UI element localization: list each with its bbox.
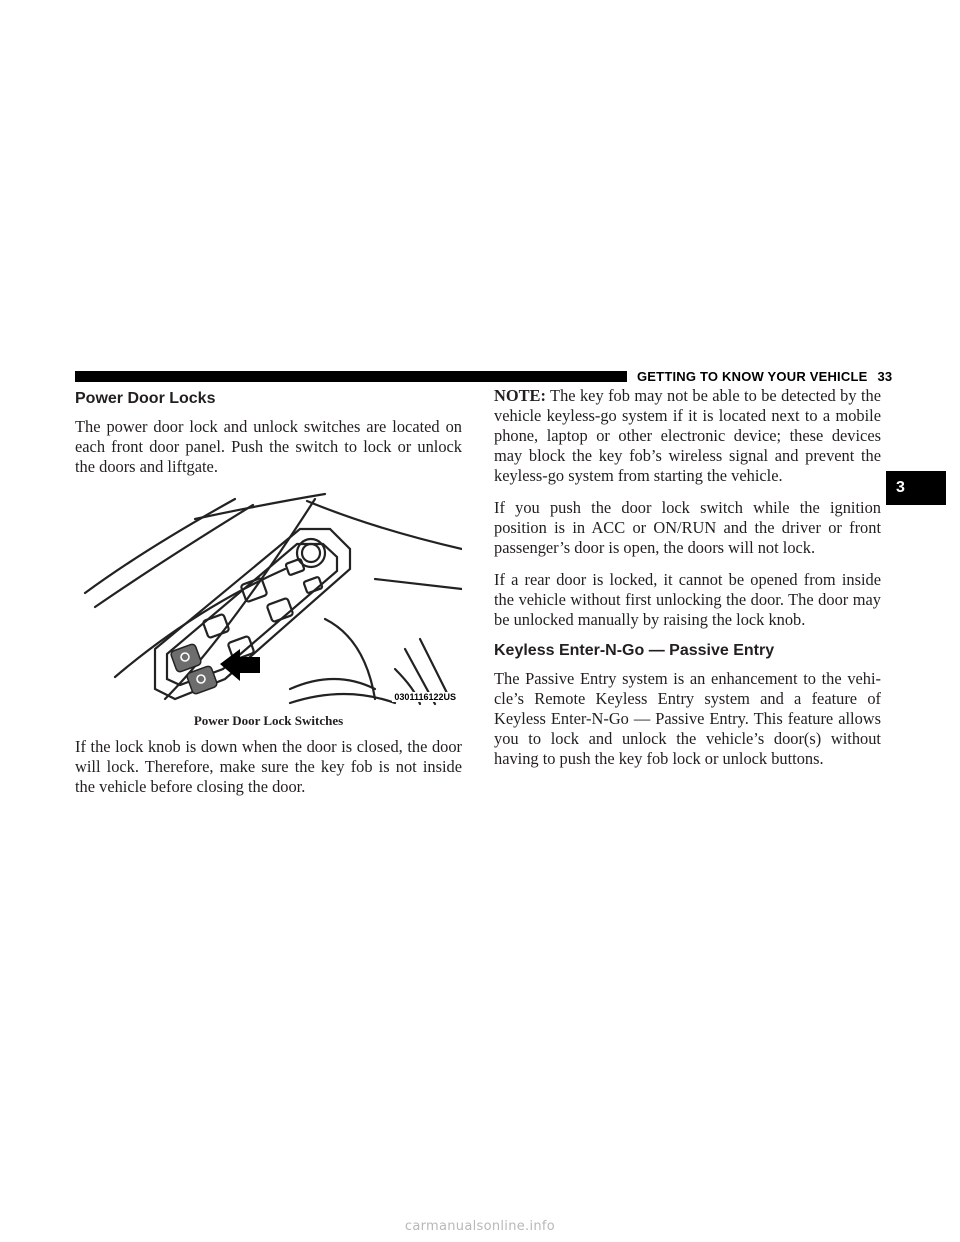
note-label: NOTE: [494,386,546,405]
note-text: The key fob may not be able to be detected by the vehicle keyless-go system if it is located next to a mobile phone, laptop or other electronic device; these devices may block the key fob’s wireless signal and prevent the keyless-go system from starting the vehicle. [494,386,881,485]
door-panel-drawing [75,489,462,709]
figure-caption: Power Door Lock Switches [193,713,344,728]
running-header [637,369,892,384]
door-switch-illustration [75,489,462,709]
note-paragraph [494,386,881,486]
section-heading: Power Door Locks [75,390,216,407]
page-number: 33 [877,369,893,384]
chapter-tab: 3 [886,471,946,505]
intro-paragraph: The power door lock and unlock switches are located on each front door panel. Push the switch to lock or unlock the doors and liftgate. [75,417,462,476]
passive-entry-paragraph: The Passive Entry system is an enhancement to the vehi-cle’s Remote Keyless Entry system and a feature of Keyless Enter-N-Go — Passive Entry. This feature allows you to lock and unlock the vehicle’s door(s) without having to push the key fob lock or unlock buttons. [494,669,881,768]
passive-entry-heading: Keyless Enter-N-Go — Passive Entry [494,642,775,659]
rear-door-paragraph: If a rear door is locked, it cannot be opened from inside the vehicle without first unlocking the door. The door may be unlocked manually by raising the lock knob. [494,570,881,629]
section-title: GETTING TO KNOW YOUR VEHICLE [637,369,868,384]
lock-knob-paragraph: If the lock knob is down when the door is closed, the door will lock. Therefore, make sure the key fob is not inside the vehicle before closing the door. [75,737,462,796]
right-column [494,386,881,781]
ignition-paragraph: If you push the door lock switch while the ignition position is in ACC or ON/RUN and the driver or front passenger’s door is open, the doors will not lock. [494,498,881,557]
figure-code: 0301116122US [394,692,456,702]
left-column [75,390,462,809]
header-rule [75,371,627,382]
watermark: carmanualsonline.info [404,1219,556,1234]
